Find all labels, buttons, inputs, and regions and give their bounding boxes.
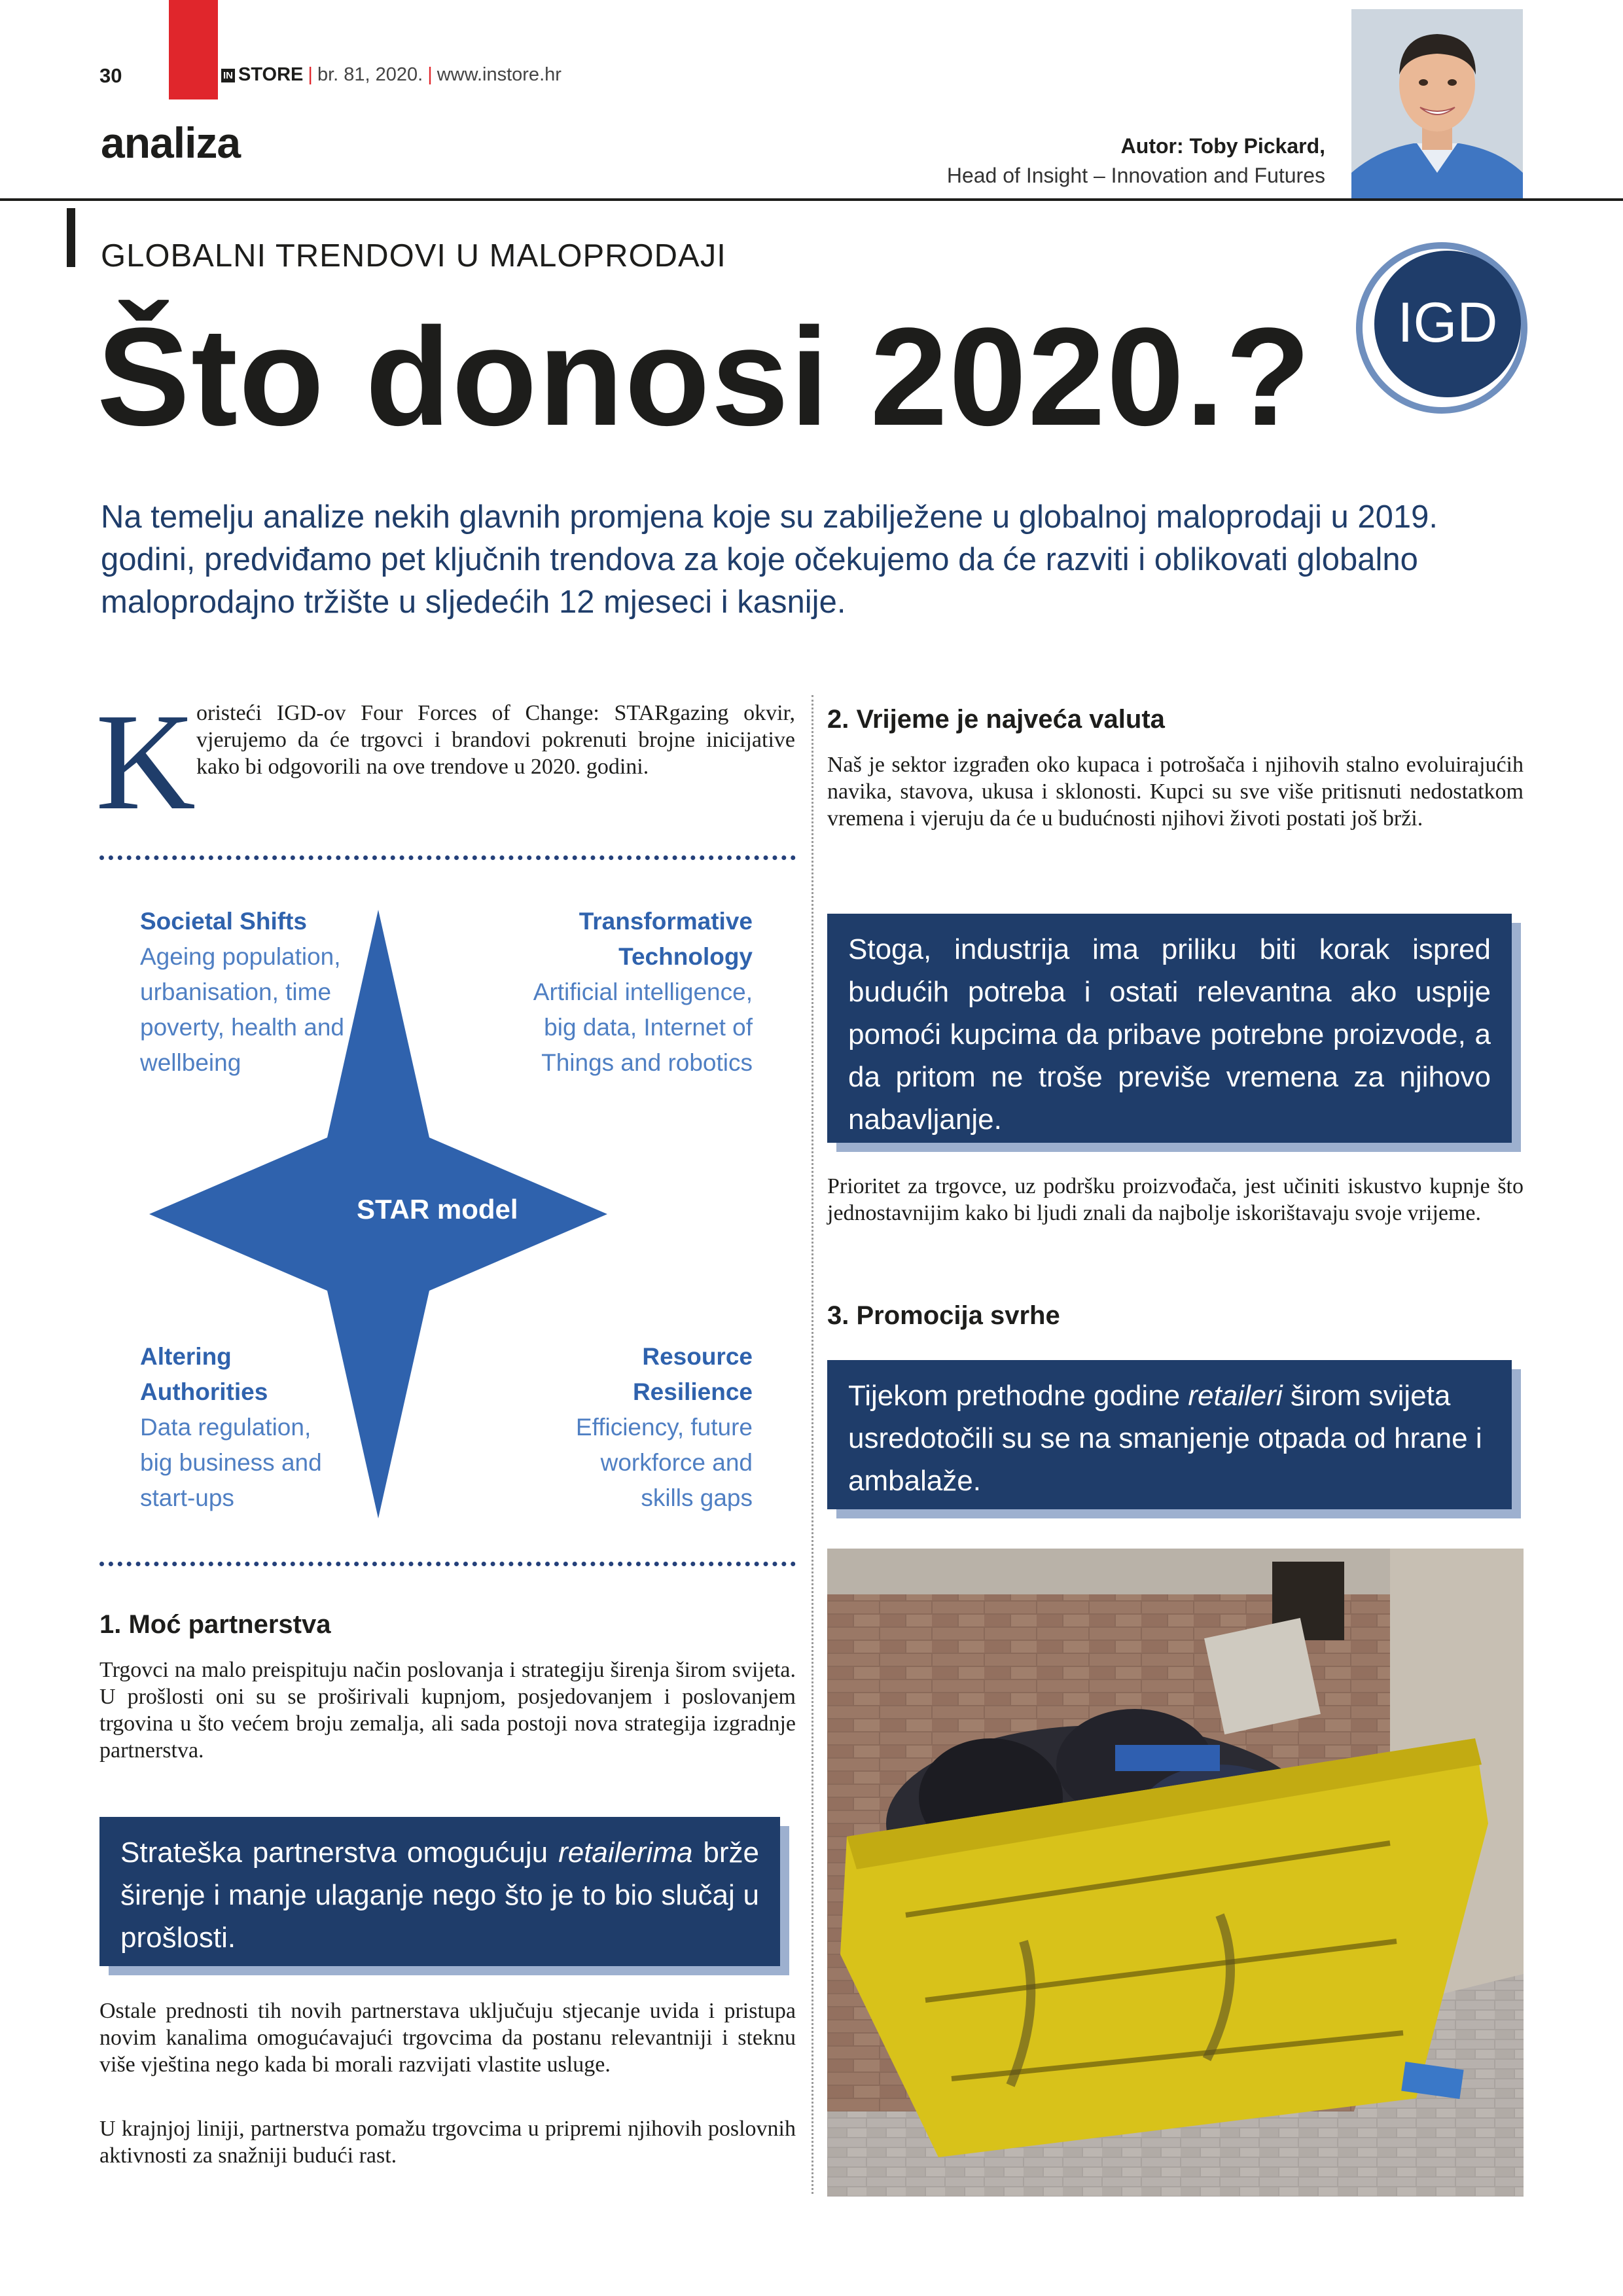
star-label-line: Things and robotics <box>541 1049 753 1076</box>
section-2-heading: 2. Vrijeme je najveća valuta <box>827 705 1165 734</box>
quote-text: Strateška partnerstva omogućuju <box>120 1837 559 1869</box>
section-1-pull-quote <box>99 1817 780 1966</box>
lead-paragraph: Na temelju analize nekih glavnih promjena koje su zabilježene u globalnoj maloprodaji u 2019. godini, predviđamo pet ključnih trendova za koje očekujemo da će razviti i oblikovati globalno maloprodajno tržište u sljedećih 12 mjeseci i kasnije. <box>101 499 1438 620</box>
section-1-paragraph-2: Ostale prednosti tih novih partnerstava uključuju stjecanje uvida i pristupa novim kanalima omogućavajući trgovcima da postanu relevantniji i steknu više vještina nego kada bi morali razvijati vlastite usluge. <box>99 1999 796 2077</box>
quote-emphasis: retaileri <box>1188 1380 1283 1412</box>
star-label-heading: Authorities <box>140 1378 268 1405</box>
author-photo <box>1351 9 1523 200</box>
header-rule <box>0 198 1623 201</box>
divider: | <box>427 64 433 85</box>
star-label-line: workforce and <box>600 1449 753 1476</box>
star-label-heading: Societal Shifts <box>140 908 307 935</box>
section-marker <box>67 208 75 267</box>
star-label-heading: Technology <box>618 943 753 970</box>
star-label-heading: Altering <box>140 1343 232 1370</box>
red-header-tab <box>169 0 218 99</box>
star-label-line: poverty, health and <box>140 1014 344 1041</box>
magazine-name: STORE <box>238 64 304 85</box>
quote-text: širom svijeta usredotočili su se na smanjenje otpada od hrane i ambalaže. <box>848 1380 1482 1497</box>
star-label-line: start-ups <box>140 1484 234 1511</box>
star-label-line: Ageing population, <box>140 943 341 970</box>
section-2-pull-quote: Stoga, industrija ima priliku biti korak ispred budućih potreba i ostati relevantna ako uspije pomoći kupcima da pribave potrebne proizvode, a da pritom ne troše previše vremena za njihovo nabavljanje. <box>827 914 1512 1143</box>
quote-text: brže širenje i manje ulaganje nego što je to bio slučaj u prošlosti. <box>120 1837 759 1954</box>
star-label-line: Data regulation, <box>140 1414 312 1441</box>
article-title: Što donosi 2020.? <box>97 299 1312 455</box>
star-transformative-technology <box>533 904 753 1081</box>
star-label-heading: Resilience <box>632 1378 753 1405</box>
section-2-paragraph: Naš je sektor izgrađen oko kupaca i potrošača i njihovih stalno evoluirajućih navika, stavova, ukusa i sklonosti. Kupci su sve više pritisnuti nedostatkom vremena i vjeruju da će u budućnosti njihovi životi postati još brži. <box>827 753 1524 831</box>
star-label-line: Efficiency, future <box>575 1414 753 1441</box>
rubric-label: analiza <box>101 118 241 167</box>
star-resource-resilience <box>576 1339 753 1516</box>
section-3-heading: 3. Promocija svrhe <box>827 1301 1060 1330</box>
star-label-heading: Transformative <box>579 908 753 935</box>
divider: | <box>308 64 313 85</box>
dotted-separator <box>99 1562 796 1566</box>
author-role: Head of Insight – Innovation and Futures <box>946 164 1325 187</box>
star-label-line: wellbeing <box>140 1049 241 1076</box>
igd-logo <box>1356 242 1527 414</box>
section-3-pull-quote <box>827 1360 1512 1509</box>
igd-logo-text: IGD <box>1397 291 1498 354</box>
star-label-line: skills gaps <box>641 1484 753 1511</box>
star-altering-authorities <box>140 1339 322 1516</box>
star-label-line: big business and <box>140 1449 322 1476</box>
star-societal-shifts <box>140 904 344 1081</box>
quote-emphasis: retailerima <box>558 1837 693 1869</box>
intro-paragraph: oristeći IGD-ov Four Forces of Change: STARgazing okvir, vjerujemo da će trgovci i brandovi pokrenuti brojne inicijative kako bi odgovorili na ove trendove u 2020. godini. <box>196 701 795 779</box>
star-label-line: Artificial intelligence, <box>533 978 753 1005</box>
star-label-heading: Resource <box>642 1343 753 1370</box>
page-number: 30 <box>99 64 122 87</box>
quote-text: Tijekom prethodne godine <box>848 1380 1188 1412</box>
star-model-label: STAR model <box>357 1194 518 1225</box>
section-1-paragraph: Trgovci na malo preispituju način poslovanja i strategiju širenja širom svijeta. U prošlosti oni su se proširivali kupnjom, posjedovanjem i poslovanjem trgovina u što većem broju zemalja, ali sada postoji nova strategija izgradnje partnerstva. <box>99 1658 796 1763</box>
drop-cap: K <box>96 685 196 838</box>
star-label-line: big data, Internet of <box>544 1014 753 1041</box>
star-label-line: urbanisation, time <box>140 978 332 1005</box>
dotted-separator <box>99 855 796 860</box>
section-2-paragraph-2: Prioritet za trgovce, uz podršku proizvođača, jest učiniti iskustvo kupnje što jednostavnijim kako bi ljudi znali da najbolje iskorištavaju svoje vrijeme. <box>827 1174 1524 1225</box>
magazine-in-mark: IN <box>221 69 235 82</box>
skip-bin-photo <box>827 1549 1524 2197</box>
magazine-line <box>221 64 562 86</box>
section-1-paragraph-3: U krajnjoj liniji, partnerstva pomažu trgovcima u pripremi njihovih poslovnih aktivnosti za snažniji budući rast. <box>99 2117 796 2168</box>
issue-number: br. 81, 2020. <box>317 64 423 85</box>
author-name: Autor: Toby Pickard, <box>1120 134 1325 158</box>
section-title: GLOBALNI TRENDOVI U MALOPRODAJI <box>101 238 726 274</box>
column-divider <box>812 695 813 2194</box>
website-link[interactable]: www.instore.hr <box>437 64 562 85</box>
section-1-heading: 1. Moć partnerstva <box>99 1610 331 1639</box>
